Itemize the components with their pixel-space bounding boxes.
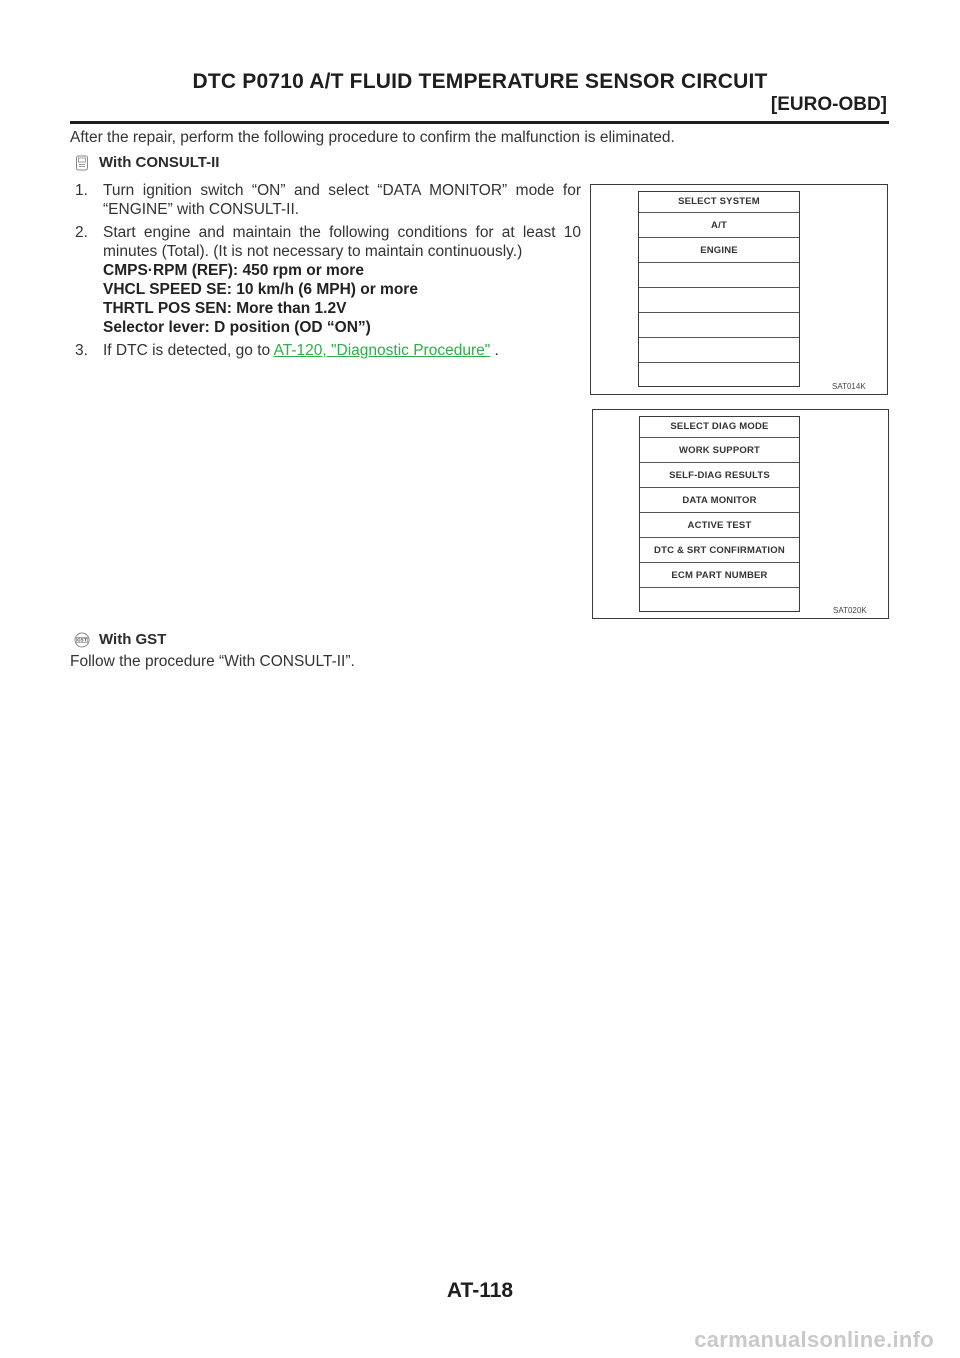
section-tag: [EURO-OBD] [770,94,887,115]
gst-heading [74,631,166,648]
figure-select-system [590,184,888,395]
step-2-text: Start engine and maintain the following conditions for at least 10 minutes (Total). (It is not necessary to maintain continuously.) [103,224,581,260]
select-system-screen [638,191,800,387]
screen-row-empty [639,363,799,388]
screen-row-data-monitor: DATA MONITOR [640,488,799,513]
step-3-text-before: If DTC is detected, go to [103,342,274,359]
step-1 [75,181,581,219]
screen-row-empty [639,288,799,313]
gst-text: Follow the procedure “With CONSULT-II”. [70,653,355,670]
screen-row-empty [639,263,799,288]
page-number: AT-118 [446,1279,514,1302]
condition-speed: VHCL SPEED SE: 10 km/h (6 MPH) or more [103,281,418,298]
gst-icon [74,632,90,648]
select-diag-mode-screen [639,416,800,612]
step-2-number: 2. [75,224,88,241]
screen-title: SELECT SYSTEM [639,192,799,213]
screen-title: SELECT DIAG MODE [640,417,799,438]
screen-row-dtc-srt: DTC & SRT CONFIRMATION [640,538,799,563]
figure-id: SAT020K [833,606,867,615]
step-3-number: 3. [75,342,88,359]
consult-heading-label: With CONSULT-II [99,154,220,171]
screen-row-self-diag: SELF-DIAG RESULTS [640,463,799,488]
step-3 [75,341,581,360]
condition-selector: Selector lever: D position (OD “ON”) [103,319,371,336]
screen-row-ecm-part: ECM PART NUMBER [640,563,799,588]
screen-row-empty [639,313,799,338]
svg-text:GST: GST [76,638,88,644]
figure-select-diag-mode [592,409,889,619]
step-3-text-after: . [490,342,499,359]
step-2-conditions [103,261,581,337]
diagnostic-procedure-link[interactable]: AT-120, "Diagnostic Procedure" [273,342,491,359]
screen-row-engine: ENGINE [639,238,799,263]
step-1-text: Turn ignition switch “ON” and select “DATA MONITOR” mode for “ENGINE” with CONSULT-II. [103,182,581,218]
screen-row-active-test: ACTIVE TEST [640,513,799,538]
figure-id: SAT014K [832,382,866,391]
step-3-text [103,341,581,360]
consult-heading [74,154,219,171]
screen-row-at: A/T [639,213,799,238]
condition-throttle: THRTL POS SEN: More than 1.2V [103,300,347,317]
consult-icon [74,155,90,171]
watermark: carmanualsonline.info [694,1327,934,1352]
page-title: DTC P0710 A/T FLUID TEMPERATURE SENSOR CIRCUIT [192,70,768,93]
condition-rpm: CMPS·RPM (REF): 450 rpm or more [103,262,364,279]
gst-heading-label: With GST [99,631,167,648]
screen-row-empty [640,588,799,613]
screen-row-empty [639,338,799,363]
intro-text: After the repair, perform the following procedure to confirm the malfunction is eliminated. [70,129,675,146]
step-1-number: 1. [75,182,88,199]
step-2 [75,223,581,337]
header-rule [70,121,889,124]
screen-row-work-support: WORK SUPPORT [640,438,799,463]
